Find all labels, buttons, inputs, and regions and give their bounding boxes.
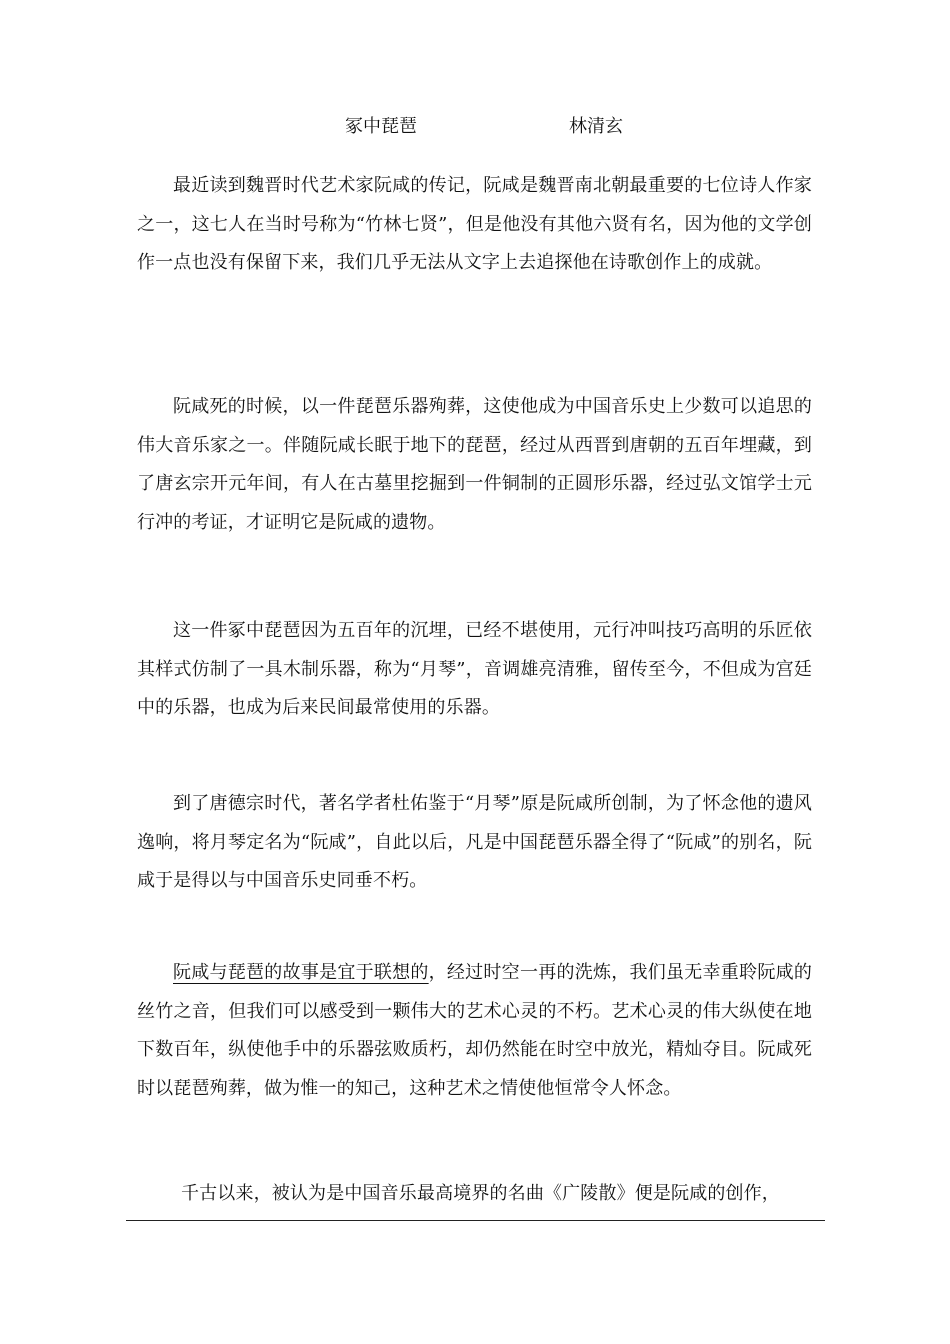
paragraph-4: 到了唐德宗时代，著名学者杜佑鉴于“月琴”原是阮咸所创制，为了怀念他的遗风逸响，将月琴定名为“阮咸”，自此以后，凡是中国琵琶乐器全得了“阮咸”的别名，阮咸于是得以与中国音乐史同垂不朽。 (137, 793, 812, 891)
paragraph-5-rest: ，经过时空一再的洗炼，我们虽无幸重聆阮咸的丝竹之音，但我们可以感受到一颗伟大的艺术心灵的不朽。艺术心灵的伟大纵使在地下数百年，纵使他手中的乐器弦败质朽，却仍然能在时空中放光，精灿夺目。阮咸死时以琵琶殉葬，做为惟一的知己，这种艺术之情使他恒常令人怀念。 (137, 962, 812, 1099)
paragraph-5 (137, 954, 812, 1108)
paragraph-6: 千古以来，被认为是中国音乐最高境界的名曲《广陵散》便是阮咸的创作， (181, 1183, 780, 1204)
header-row (0, 112, 950, 142)
author-name: 林清玄 (569, 116, 623, 137)
paragraph-1: 最近读到魏晋时代艺术家阮咸的传记，阮咸是魏晋南北朝最重要的七位诗人作家之一，这七人在当时号称为“竹林七贤”，但是他没有其他六贤有名，因为他的文学创作一点也没有保留下来，我们几乎无法从文字上去追探他在诗歌创作上的成就。 (137, 175, 812, 273)
footer-divider (126, 1220, 825, 1221)
paragraph-2: 阮咸死的时候，以一件琵琶乐器殉葬，这使他成为中国音乐史上少数可以追思的伟大音乐家之一。伴随阮咸长眠于地下的琵琶，经过从西晋到唐朝的五百年埋藏，到了唐玄宗开元年间，有人在古墓里挖掘到一件铜制的正圆形乐器，经过弘文馆学士元行冲的考证，才证明它是阮咸的遗物。 (137, 396, 812, 533)
article-title: 冢中琵琶 (345, 116, 417, 137)
underlined-phrase: 阮咸与琵琶的故事是宜于联想的 (173, 962, 429, 983)
paragraph-3: 这一件冢中琵琶因为五百年的沉埋，已经不堪使用，元行冲叫技巧高明的乐匠依其样式仿制了一具木制乐器，称为“月琴”，音调雄亮清雅，留传至今，不但成为宫廷中的乐器，也成为后来民间最常使用的乐器。 (137, 620, 812, 718)
